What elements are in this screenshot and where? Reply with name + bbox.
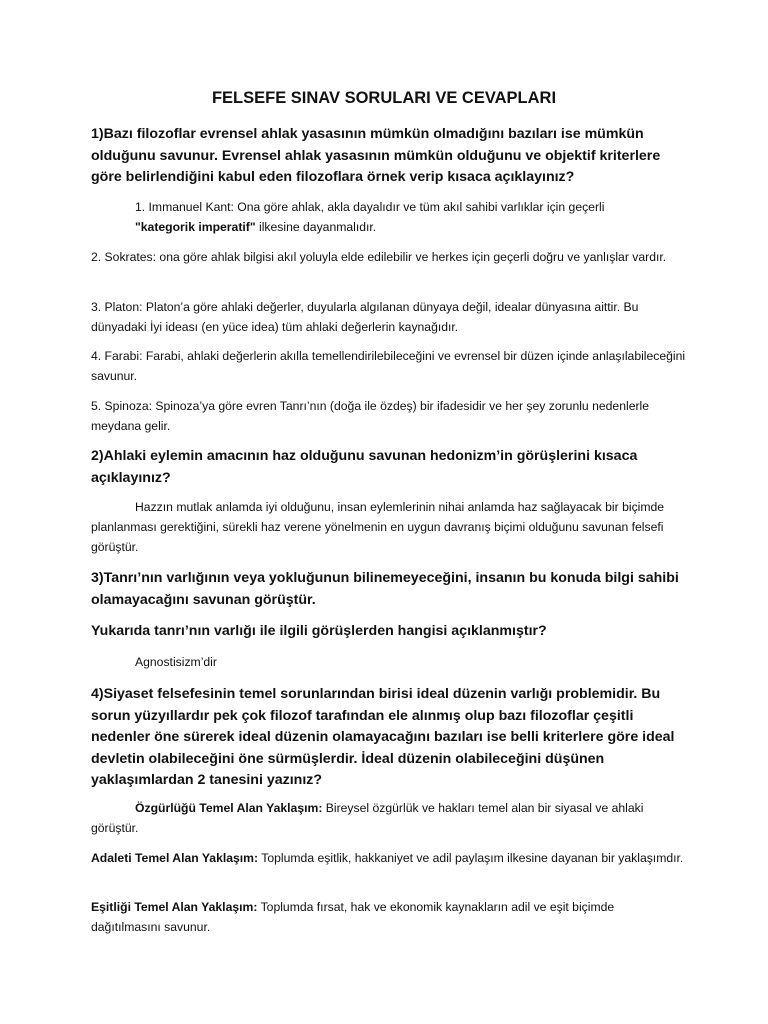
answer-3: Agnostisizm’dir	[135, 655, 217, 669]
answer-4-item-3-label: Eşitliği Temel Alan Yaklaşım:	[91, 900, 258, 914]
answer-1-item-2: 2. Sokrates: ona göre ahlak bilgisi akıl yoluyla elde edilebilir ve herkes için geçerli doğru ve yanlışlar vardır.	[91, 250, 667, 264]
question-3-statement: 3)Tanrı’nın varlığının veya yokluğunun bilinemeyeceğini, insanın bu konuda bilgi sahibi olamayacağını savunan görüştür.	[91, 570, 679, 608]
answer-4-item-3-text: Toplumda fırsat, hak ve ekonomik kaynakların adil ve eşit biçimde dağıtılmasını savunur.	[91, 900, 615, 934]
answer-1-item-5: 5. Spinoza: Spinoza’ya göre evren Tanrı’nın (doğa ile özdeş) bir ifadesidir ve her şey zorunlu nedenlerle meydana gelir.	[91, 399, 650, 433]
answer-4-item-1	[91, 798, 686, 838]
answer-4-item-2-label: Adaleti Temel Alan Yaklaşım:	[91, 851, 259, 865]
answer-1-item-1-tail: ilkesine dayanmalıdır.	[255, 220, 377, 234]
page-title: FELSEFE SINAV SORULARI VE CEVAPLARI	[211, 89, 557, 107]
answer-4-item-1-text: Bireysel özgürlük ve hakları temel alan bir siyasal ve ahlaki görüştür.	[91, 801, 644, 835]
question-2: 2)Ahlaki eylemin amacının haz olduğunu savunan hedonizm’in görüşlerini kısaca açıklayınız?	[91, 448, 638, 486]
answer-4-item-1-label: Özgürlüğü Temel Alan Yaklaşım:	[135, 801, 323, 815]
answer-2: Hazzın mutlak anlamda iyi olduğunu, insan eylemlerinin nihai anlamda haz sağlayacak bir biçimde planlanması gerektiğini, sürekli haz verene yönelmenin en uygun davranış biçimi olduğunu savunan felsefi görüştür.	[91, 500, 665, 554]
answer-4-item-2-text: Toplumda eşitlik, hakkaniyet ve adil paylaşım ilkesine dayanan bir yaklaşımdır.	[258, 851, 684, 865]
question-4: 4)Siyaset felsefesinin temel sorunlarından birisi ideal düzenin varlığı problemidir. Bu sorun yüzyıllardır pek çok filozof tarafından ele alınmış olup bazı filozoflar çeşitli nedenler öne sürerek ideal düzenin olamayacağını bazıları ise belli kriterlere göre ideal devletin olabileceğini öne sürmüşlerdir. İdeal düzenin olabileceğini düşünen yaklaşımlardan 2 tanesini yazınız?	[91, 686, 675, 788]
answer-4-item-2	[91, 848, 686, 868]
question-1: 1)Bazı filozoflar evrensel ahlak yasasının mümkün olmadığını bazıları ise mümkün olduğunu savunur. Evrensel ahlak yasasının mümkün olduğunu ve objektif kriterlere göre belirlendiğini kabul eden filozoflara örnek verip kısaca açıklayınız?	[91, 126, 661, 185]
answer-1-item-1-text: 1. Immanuel Kant: Ona göre ahlak, akla dayalıdır ve tüm akıl sahibi varlıklar için geçerli	[135, 200, 605, 214]
answer-1-item-1-bold: "kategorik imperatif"	[135, 220, 256, 234]
answer-1-item-1	[91, 197, 686, 237]
answer-1-item-4: 4. Farabi: Farabi, ahlaki değerlerin akılla temellendirilebileceğini ve evrensel bir düzen içinde anlaşılabileceğini savunur.	[91, 349, 686, 383]
answer-4-item-3	[91, 897, 686, 937]
question-3: Yukarıda tanrı’nın varlığı ile ilgili görüşlerden hangisi açıklanmıştır?	[91, 623, 547, 639]
answer-1-item-3: 3. Platon: Platon’a göre ahlaki değerler, duyularla algılanan dünyaya değil, idealar dünyasına aittir. Bu dünyadaki İyi ideası (en yüce idea) tüm ahlaki değerlerin kaynağıdır.	[91, 300, 639, 334]
